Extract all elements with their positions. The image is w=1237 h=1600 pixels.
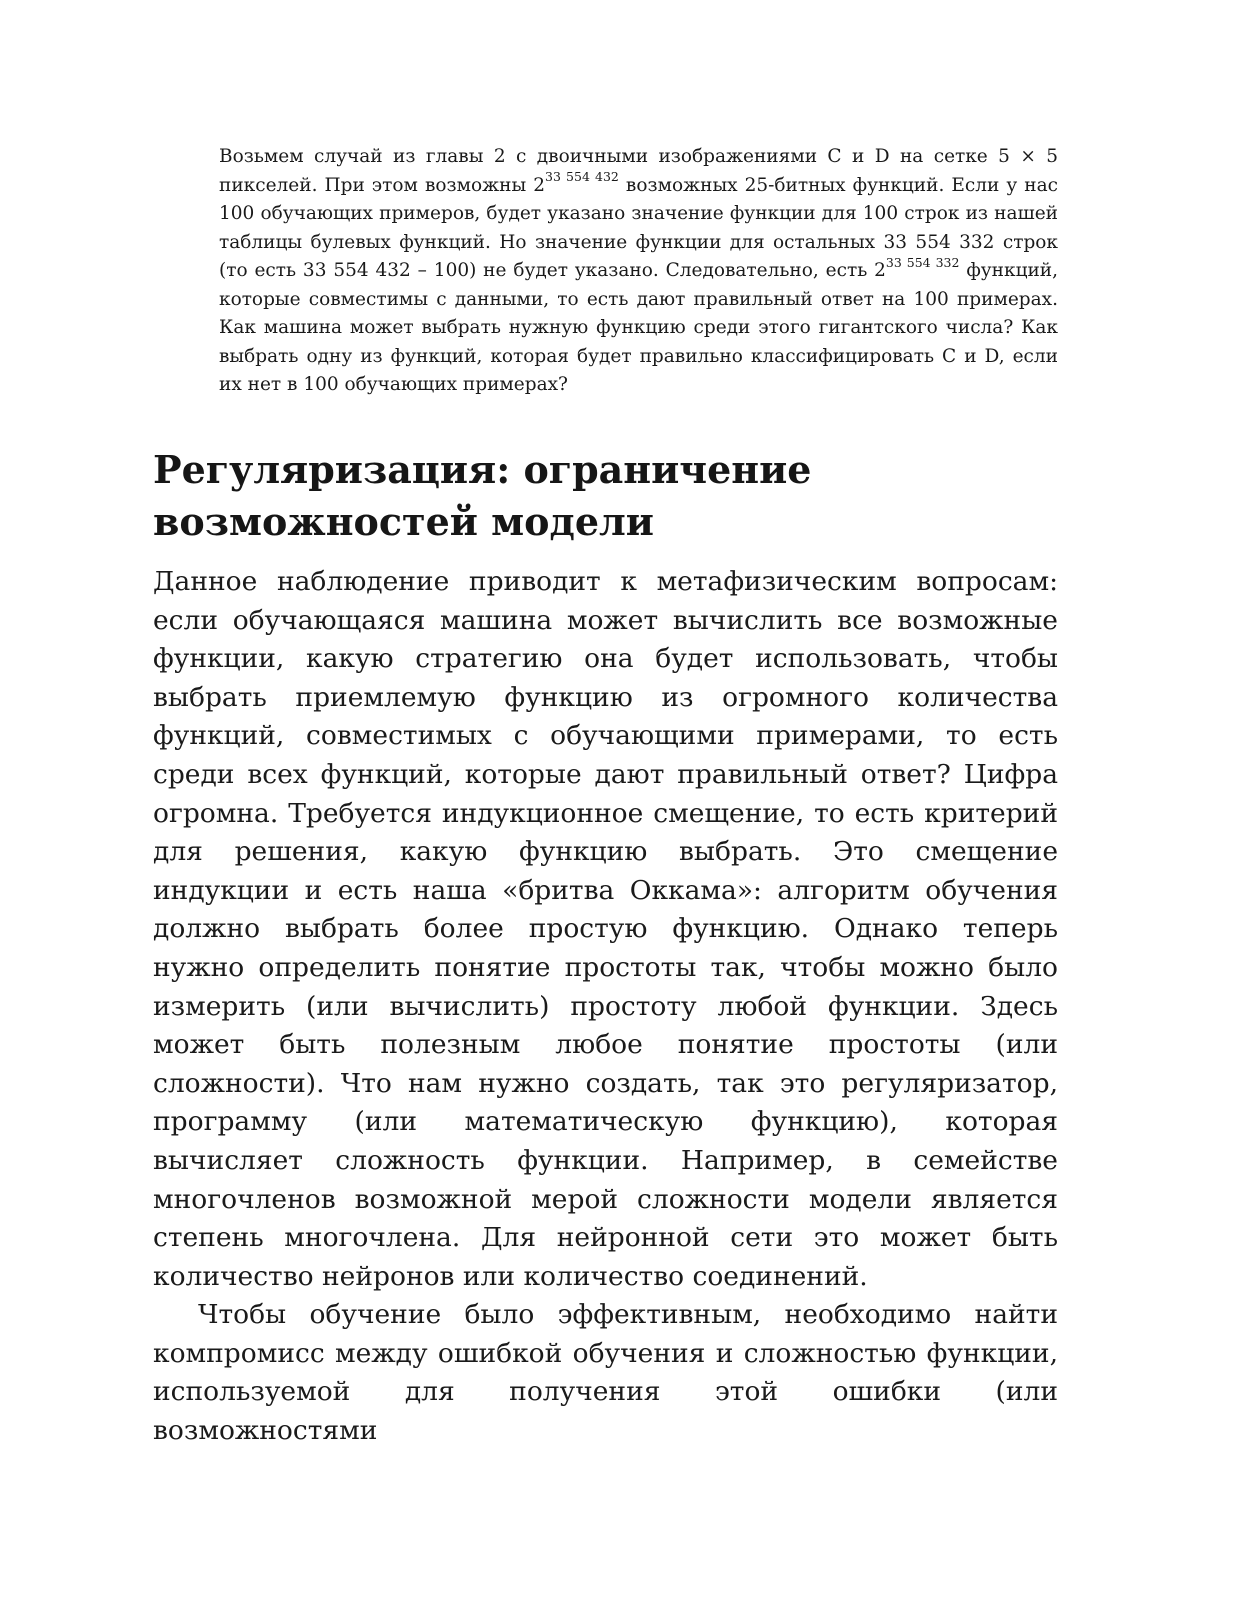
section-body	[153, 563, 1058, 1451]
note-exponent-2: 33 554 332	[885, 254, 960, 270]
note-text-part-3: функций, которые совместимы с данными, то есть дают правильный ответ на 100 примерах. Как машина может выбрать нужную функцию среди этого гигантского числа? Как выбрать одну из функций, которая будет правильно классифицировать С и D, если их нет в 100 обучающих примерах?	[219, 260, 1059, 395]
body-paragraph-2: Чтобы обучение было эффективным, необходимо найти компромисс между ошибкой обучения и сложностью функции, используемой для получения этой ошибки (или возможностями	[153, 1299, 1058, 1447]
boxed-note	[219, 143, 1058, 400]
section-heading: Регуляризация: ограничение возможностей модели	[153, 447, 812, 544]
note-exponent-1: 33 554 432	[545, 169, 619, 185]
body-paragraph-1: Данное наблюдение приводит к метафизическим вопросам: если обучающаяся машина может вычислить все возможные функции, какую стратегию она будет использовать, чтобы выбрать приемлемую функцию из огромного количества функций, совместимых с обучающими примерами, то есть среди всех функций, которые дают правильный ответ? Цифра огромна. Требуется индукционное смещение, то есть критерий для решения, какую функцию выбрать. Это смещение индукции и есть наша «бритва Оккама»: алгоритм обучения должно выбрать более простую функцию. Однако теперь нужно определить понятие простоты так, чтобы можно было измерить (или вычислить) простоту любой функции. Здесь может быть полезным любое понятие простоты (или сложности). Что нам нужно создать, так это регуляризатор, программу (или математическую функцию), которая вычисляет сложность функции. Например, в семействе многочленов возможной мерой сложности модели является степень многочлена. Для нейронной сети это может быть количество нейронов или количество соединений.	[153, 566, 1058, 1292]
note-text-part-1: Возьмем случай из главы 2 с двоичными изображениями С и D на сетке 5 × 5 пикселей. При этом возможны 2	[219, 146, 1058, 196]
note-text-part-2: возможных 25-битных функций. Если у нас 100 обучающих примеров, будет указано значение функции для 100 строк из нашей таблицы булевых функций. Но значение функции для остальных 33 554 332 строк (то есть 33 554 432 – 100) не будет указано. Следовательно, есть 2	[219, 174, 1058, 281]
